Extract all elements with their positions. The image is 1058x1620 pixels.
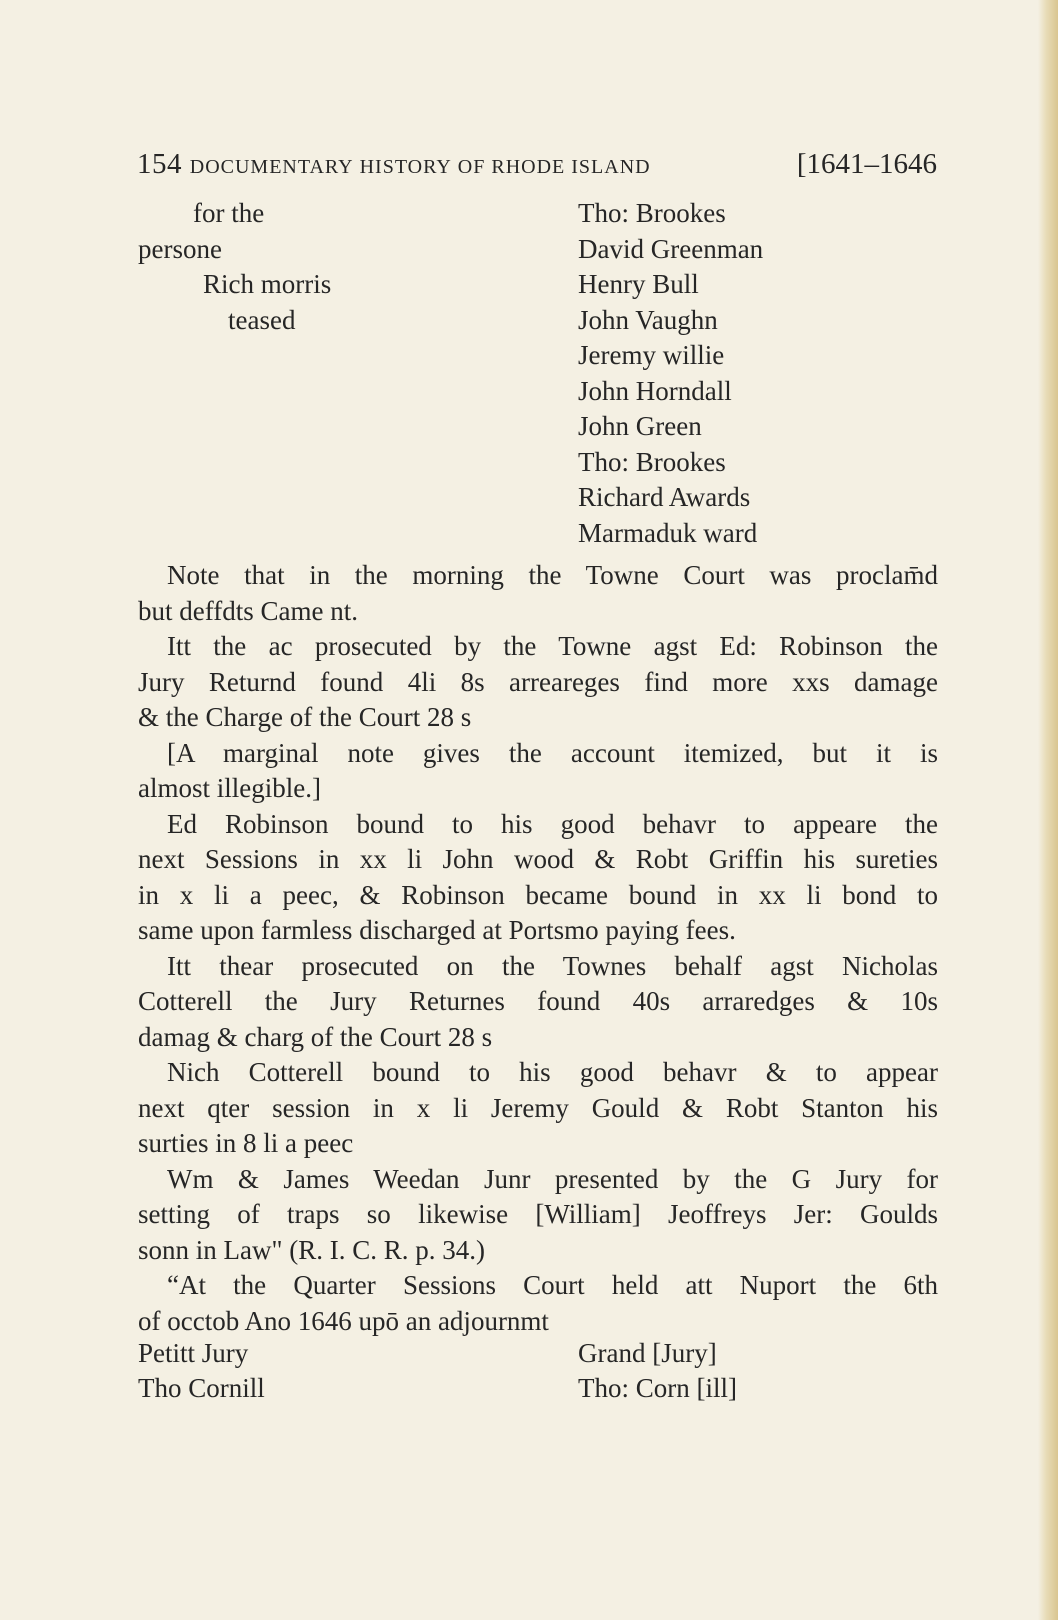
text-line: almost illegible.] [138, 773, 321, 803]
text-line: Cotterell the Jury Returnes found 40s arraredges & 10s [138, 986, 938, 1016]
juror-name: John Horndall [578, 375, 732, 406]
text-line: Nich Cotterell bound to his good behavr & to appear [167, 1057, 938, 1087]
text-line: surties in 8 li a peec [138, 1128, 354, 1158]
page-number: 154 [137, 148, 182, 180]
left-line: teased [228, 304, 296, 335]
text-line: Itt thear prosecuted on the Townes behalf agst Nicholas [167, 950, 938, 981]
jury-list [578, 196, 958, 551]
grand-jury-name: Tho: Corn [ill] [578, 1373, 737, 1403]
juror-name: Richard Awards [578, 482, 751, 512]
body-text [138, 558, 938, 1339]
text-line: next Sessions in xx li John wood & Robt Griffin his sureties [138, 844, 938, 874]
text-line: in x li a peec, & Robinson became bound in xx li bond to [138, 879, 938, 910]
text-line: Ed Robinson bound to his good behavr to appeare the [167, 808, 938, 839]
juror-name: John Vaughn [578, 304, 718, 335]
juror-name: John Green [578, 411, 702, 441]
page-edge [1038, 0, 1058, 1620]
juror-name: Jeremy willie [578, 340, 725, 370]
date-range: [1641–1646 [796, 148, 937, 180]
paragraph [138, 1162, 938, 1269]
running-title: documentary history of rhode island [189, 148, 651, 180]
text-line: Jury Returnd found 4li 8s arreareges find more xxs damage [138, 666, 938, 697]
text-line: damag & charg of the Court 28 s [138, 1021, 493, 1052]
text-line: sonn in Law" (R. I. C. R. p. 34.) [138, 1234, 486, 1265]
text-line: setting of traps so likewise [William] Jeoffreys Jer: Goulds [138, 1199, 938, 1229]
running-header [137, 142, 937, 186]
text-line: next qter session in x li Jeremy Gould & Robt Stanton his [138, 1092, 938, 1123]
text-line: Itt the ac prosecuted by the Towne agst Ed: Robinson the [167, 631, 938, 661]
paragraph [138, 1268, 938, 1339]
paragraph [138, 1055, 938, 1162]
text-line: Note that in the morning the Towne Court was proclam̄d [167, 560, 938, 590]
juror-name: Tho: Brookes [578, 198, 726, 228]
paragraph [138, 629, 938, 736]
juror-name: David Greenman [578, 233, 764, 264]
grand-jury-heading: Grand [Jury] [578, 1338, 717, 1368]
juror-name: Marmaduk ward [578, 517, 758, 548]
petit-jury-name: Tho Cornill [138, 1373, 265, 1403]
juror-name: Henry Bull [578, 269, 699, 299]
text-line: of occtob Ano 1646 upō an adjournmt [138, 1305, 549, 1336]
text-line: Wm & James Weedan Junr presented by the G Jury for [167, 1163, 938, 1194]
paragraph [138, 949, 938, 1056]
petit-jury-heading: Petitt Jury [138, 1338, 249, 1368]
text-line: [A marginal note gives the account itemized, but it is [167, 737, 938, 768]
paragraph [138, 736, 938, 807]
left-margin-column [138, 196, 398, 338]
paragraph [138, 558, 938, 629]
left-line: for the [193, 198, 265, 228]
left-line: Rich morris [203, 269, 332, 299]
text-line: “At the Quarter Sessions Court held att Nuport the 6th [167, 1270, 938, 1300]
text-line: same upon farmless discharged at Portsmo paying fees. [138, 915, 736, 945]
text-line: but deffdts Came nt. [138, 595, 358, 626]
juror-name: Tho: Brookes [578, 446, 726, 477]
text-line: & the Charge of the Court 28 s [138, 702, 472, 732]
paragraph [138, 807, 938, 949]
left-line: persone [138, 233, 222, 264]
